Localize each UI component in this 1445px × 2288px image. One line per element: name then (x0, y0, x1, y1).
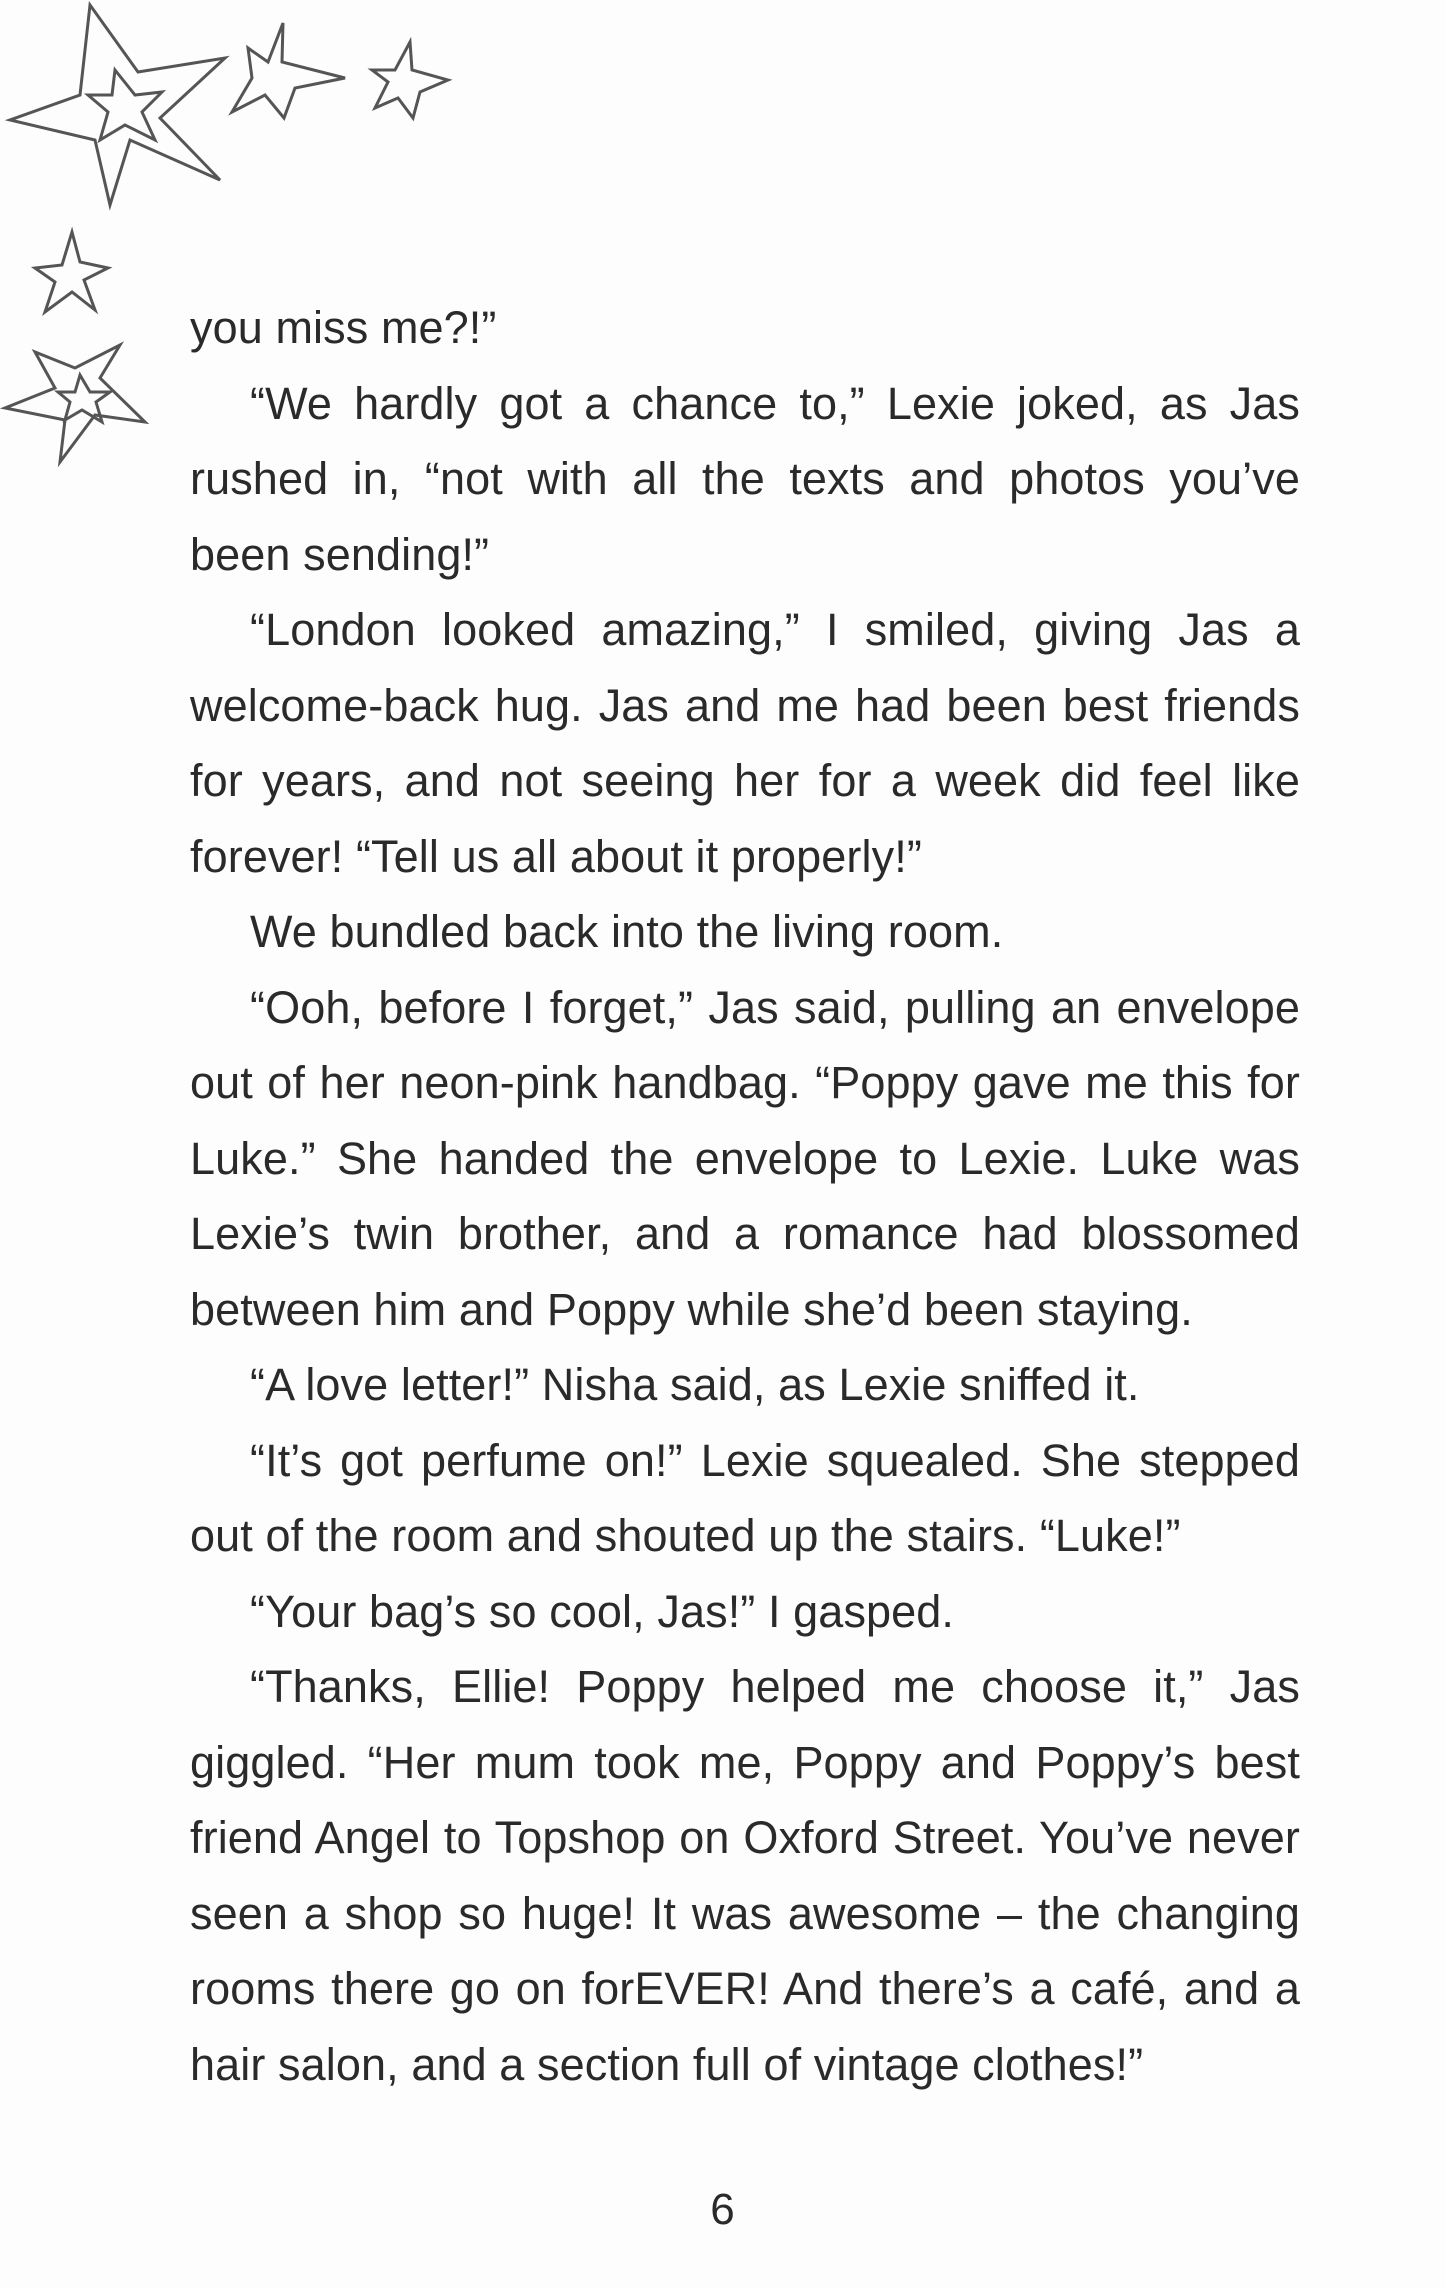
body-text (190, 290, 1300, 2102)
paragraph: you miss me?!” (190, 302, 497, 353)
star-outline-icon (372, 42, 448, 118)
paragraph: “Ooh, before I forget,” Jas said, pulling an envelope out of her neon-pink handbag. “Poppy gave me this for Luke.” She handed the envelope to Lexie. Luke was Lexie’s twin brother, and a romance had blossomed between him and Poppy while she’d been staying. (190, 981, 1300, 1335)
paragraph: We bundled back into the living room. (250, 906, 1004, 957)
star-outline-icon (5, 345, 145, 462)
page-number: 6 (710, 2185, 735, 2234)
paragraph: “London looked amazing,” I smiled, giving Jas a welcome-back hug. Jas and me had been best friends for years, and not seeing her for a week did feel like forever! “Tell us all about it properly!” (190, 604, 1300, 882)
paragraph: “We hardly got a chance to,” Lexie joked, as Jas rushed in, “not with all the texts and photos you’ve been sending!” (190, 377, 1300, 580)
star-outline-icon (232, 23, 345, 118)
paragraph: “Thanks, Ellie! Poppy helped me choose it,” Jas giggled. “Her mum took me, Poppy and Poppy’s best friend Angel to Topshop on Oxford Street. You’ve never seen a shop so huge! It was awesome – the changing rooms there go on forEVER! And there’s a café, and a hair salon, and a section full of vintage clothes!” (190, 1661, 1300, 2090)
paragraph: “It’s got perfume on!” Lexie squealed. She stepped out of the room and shouted up the stairs. “Luke!” (190, 1434, 1300, 1561)
star-outline-icon (35, 232, 108, 312)
paragraph: “Your bag’s so cool, Jas!” I gasped. (250, 1585, 955, 1637)
star-outline-icon (10, 5, 225, 205)
paragraph: “A love letter!” Nisha said, as Lexie sniffed it. (250, 1359, 1140, 1410)
